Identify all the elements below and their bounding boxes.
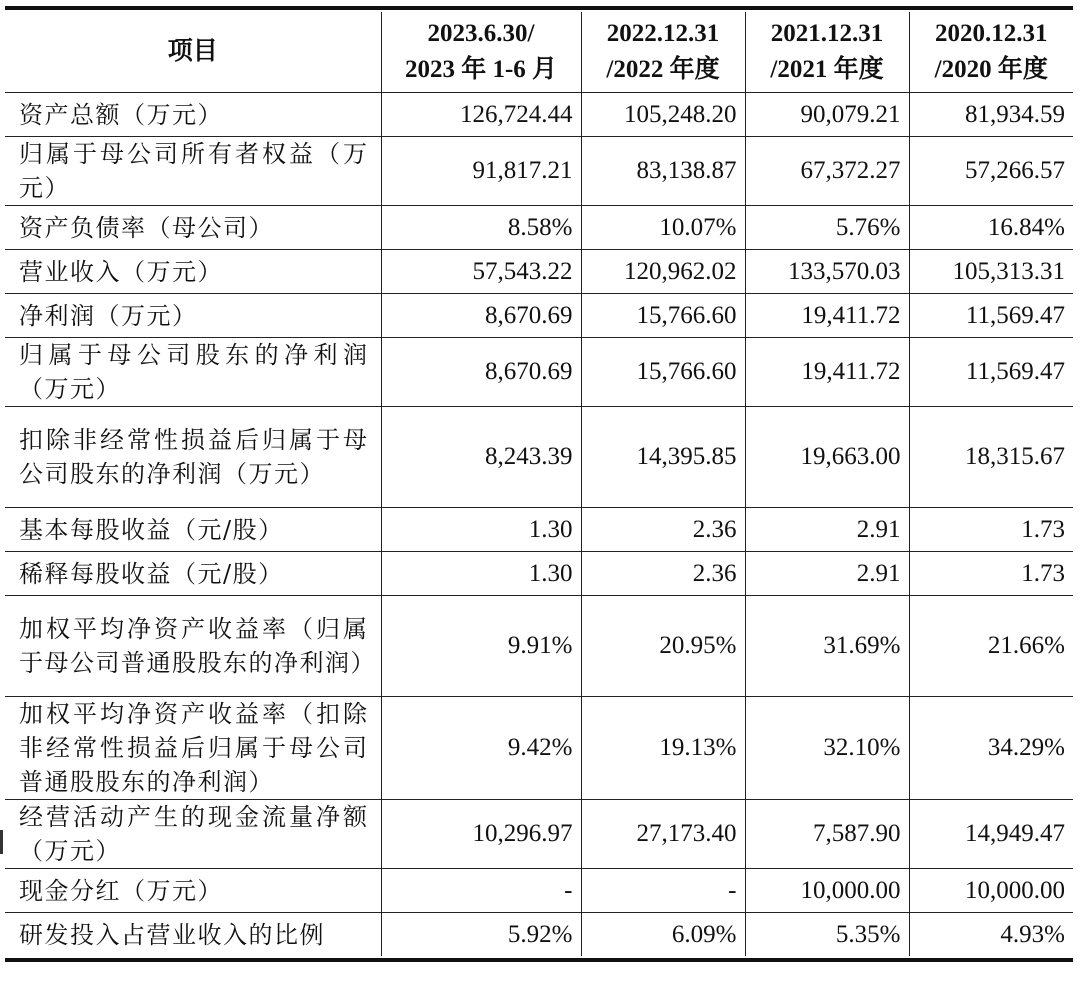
table-row bbox=[5, 250, 1073, 294]
header-period-2023h1: 2023.6.30/ 2023 年 1-6 月 bbox=[381, 12, 581, 93]
table-row bbox=[5, 596, 1073, 697]
table-row bbox=[5, 697, 1073, 800]
row-value: 4.93% bbox=[909, 913, 1073, 957]
row-value: 19.13% bbox=[581, 697, 745, 800]
row-label: 归属于母公司股东的净利润（万元） bbox=[5, 338, 381, 407]
row-value: 15,766.60 bbox=[581, 338, 745, 407]
row-value: 1.73 bbox=[909, 508, 1073, 552]
row-value: 8,670.69 bbox=[381, 338, 581, 407]
row-value: 34.29% bbox=[909, 697, 1073, 800]
row-value: 8.58% bbox=[381, 206, 581, 250]
table-row bbox=[5, 294, 1073, 338]
row-value: 1.30 bbox=[381, 508, 581, 552]
row-label: 经营活动产生的现金流量净额（万元） bbox=[5, 800, 381, 869]
row-value: 19,411.72 bbox=[745, 294, 909, 338]
row-value: 7,587.90 bbox=[745, 800, 909, 869]
row-value: 21.66% bbox=[909, 596, 1073, 697]
header-item: 项目 bbox=[5, 12, 381, 93]
row-value: 2.36 bbox=[581, 552, 745, 596]
row-value: 105,248.20 bbox=[581, 93, 745, 137]
row-value: - bbox=[581, 869, 745, 913]
row-value: 10,296.97 bbox=[381, 800, 581, 869]
row-value: 67,372.27 bbox=[745, 137, 909, 206]
row-value: 16.84% bbox=[909, 206, 1073, 250]
row-label: 研发投入占营业收入的比例 bbox=[5, 913, 381, 957]
header-period-2020: 2020.12.31 /2020 年度 bbox=[909, 12, 1073, 93]
row-value: 10.07% bbox=[581, 206, 745, 250]
row-value: 81,934.59 bbox=[909, 93, 1073, 137]
table-top-rule bbox=[5, 6, 1073, 10]
row-value: 8,670.69 bbox=[381, 294, 581, 338]
table-row bbox=[5, 407, 1073, 508]
row-value: 19,411.72 bbox=[745, 338, 909, 407]
row-label: 归属于母公司所有者权益（万元） bbox=[5, 137, 381, 206]
row-value: 1.30 bbox=[381, 552, 581, 596]
row-value: 10,000.00 bbox=[909, 869, 1073, 913]
row-value: 1.73 bbox=[909, 552, 1073, 596]
row-value: 31.69% bbox=[745, 596, 909, 697]
row-value: 18,315.67 bbox=[909, 407, 1073, 508]
table-header-row bbox=[5, 12, 1073, 93]
row-label: 资产负债率（母公司） bbox=[5, 206, 381, 250]
row-value: 14,949.47 bbox=[909, 800, 1073, 869]
row-label: 加权平均净资产收益率（归属于母公司普通股股东的净利润） bbox=[5, 596, 381, 697]
financial-table-container bbox=[5, 6, 1073, 962]
table-row bbox=[5, 913, 1073, 957]
row-value: 83,138.87 bbox=[581, 137, 745, 206]
row-value: 27,173.40 bbox=[581, 800, 745, 869]
row-value: 10,000.00 bbox=[745, 869, 909, 913]
row-value: 5.76% bbox=[745, 206, 909, 250]
table-bottom-rule bbox=[5, 958, 1073, 962]
row-label: 资产总额（万元） bbox=[5, 93, 381, 137]
financial-data-table bbox=[5, 12, 1073, 956]
row-value: 8,243.39 bbox=[381, 407, 581, 508]
row-value: 91,817.21 bbox=[381, 137, 581, 206]
row-label: 扣除非经常性损益后归属于母公司股东的净利润（万元） bbox=[5, 407, 381, 508]
table-row bbox=[5, 93, 1073, 137]
row-value: 105,313.31 bbox=[909, 250, 1073, 294]
row-label: 现金分红（万元） bbox=[5, 869, 381, 913]
row-value: 2.36 bbox=[581, 508, 745, 552]
row-value: 11,569.47 bbox=[909, 338, 1073, 407]
row-value: 11,569.47 bbox=[909, 294, 1073, 338]
header-period-2021: 2021.12.31 /2021 年度 bbox=[745, 12, 909, 93]
row-value: 120,962.02 bbox=[581, 250, 745, 294]
row-value: 14,395.85 bbox=[581, 407, 745, 508]
row-value: 9.91% bbox=[381, 596, 581, 697]
row-label: 营业收入（万元） bbox=[5, 250, 381, 294]
row-value: 2.91 bbox=[745, 508, 909, 552]
row-value: 5.35% bbox=[745, 913, 909, 957]
row-label: 净利润（万元） bbox=[5, 294, 381, 338]
row-value: 5.92% bbox=[381, 913, 581, 957]
row-value: 20.95% bbox=[581, 596, 745, 697]
row-value: 57,543.22 bbox=[381, 250, 581, 294]
row-value: - bbox=[381, 869, 581, 913]
row-value: 9.42% bbox=[381, 697, 581, 800]
row-label: 稀释每股收益（元/股） bbox=[5, 552, 381, 596]
row-label: 加权平均净资产收益率（扣除非经常性损益后归属于母公司普通股股东的净利润） bbox=[5, 697, 381, 800]
header-period-2022: 2022.12.31 /2022 年度 bbox=[581, 12, 745, 93]
table-row bbox=[5, 137, 1073, 206]
row-label: 基本每股收益（元/股） bbox=[5, 508, 381, 552]
row-value: 19,663.00 bbox=[745, 407, 909, 508]
table-row bbox=[5, 800, 1073, 869]
margin-mark bbox=[0, 830, 3, 854]
table-row bbox=[5, 206, 1073, 250]
table-row bbox=[5, 552, 1073, 596]
row-value: 90,079.21 bbox=[745, 93, 909, 137]
table-row bbox=[5, 508, 1073, 552]
row-value: 32.10% bbox=[745, 697, 909, 800]
table-row bbox=[5, 338, 1073, 407]
row-value: 15,766.60 bbox=[581, 294, 745, 338]
row-value: 2.91 bbox=[745, 552, 909, 596]
table-row bbox=[5, 869, 1073, 913]
row-value: 133,570.03 bbox=[745, 250, 909, 294]
row-value: 126,724.44 bbox=[381, 93, 581, 137]
row-value: 57,266.57 bbox=[909, 137, 1073, 206]
row-value: 6.09% bbox=[581, 913, 745, 957]
